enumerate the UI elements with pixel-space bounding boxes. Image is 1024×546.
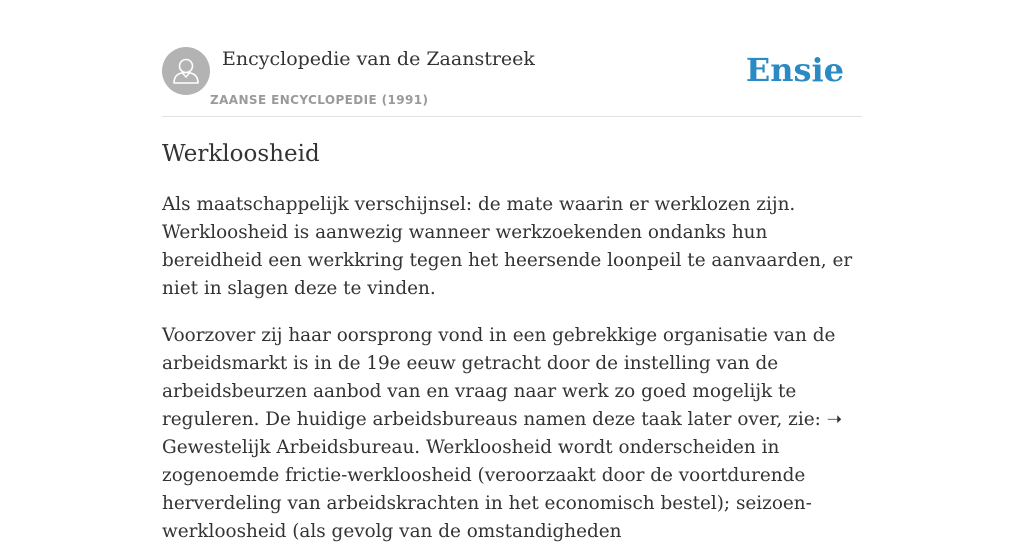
brand-logo[interactable]: Ensie [745,51,844,89]
source-subtitle: ZAANSE ENCYCLOPEDIE (1991) [210,93,429,107]
paragraph-2-text-end: . Werkloosheid wordt onderscheiden in zogenoemde frictie-werkloosheid (veroorzaakt door de voortdurende herverdeling van arbeidskrachten in het economisch bestel); seizoen-werkloosheid (als gevolg van de omstandigheden [162,437,812,542]
crossref-link-gewestelijk-arbeidsbureau[interactable]: Gewestelijk Arbeidsbureau [162,437,415,458]
arrow-right-icon: ➝ [826,409,843,430]
paragraph-2-text-start: Voorzover zij haar oorsprong vond in een gebrekkige organisatie van de arbeidsmarkt is in de 19e eeuw getracht door de instelling van de arbeidsbeurzen aanbod van en vraag naar werk zo goed mogelijk te reguleren. De huidige arbeidsbureaus namen deze taak later over, zie: [162,325,836,430]
article-title: Werkloosheid [162,141,320,167]
source-title[interactable]: Encyclopedie van de Zaanstreek [222,48,535,70]
avatar [162,47,210,95]
source-header [162,47,862,117]
article-paragraph-1: Als maatschappelijk verschijnsel: de mate waarin er werklozen zijn. Werkloosheid is aanwezig wanneer werkzoekenden ondanks hun bereidheid een werkkring tegen het heersende loonpeil te aanvaarden, er niet in slagen deze te vinden. [162,194,853,299]
user-icon [162,47,210,95]
article-paragraph-2 [162,322,862,546]
article [162,139,862,546]
